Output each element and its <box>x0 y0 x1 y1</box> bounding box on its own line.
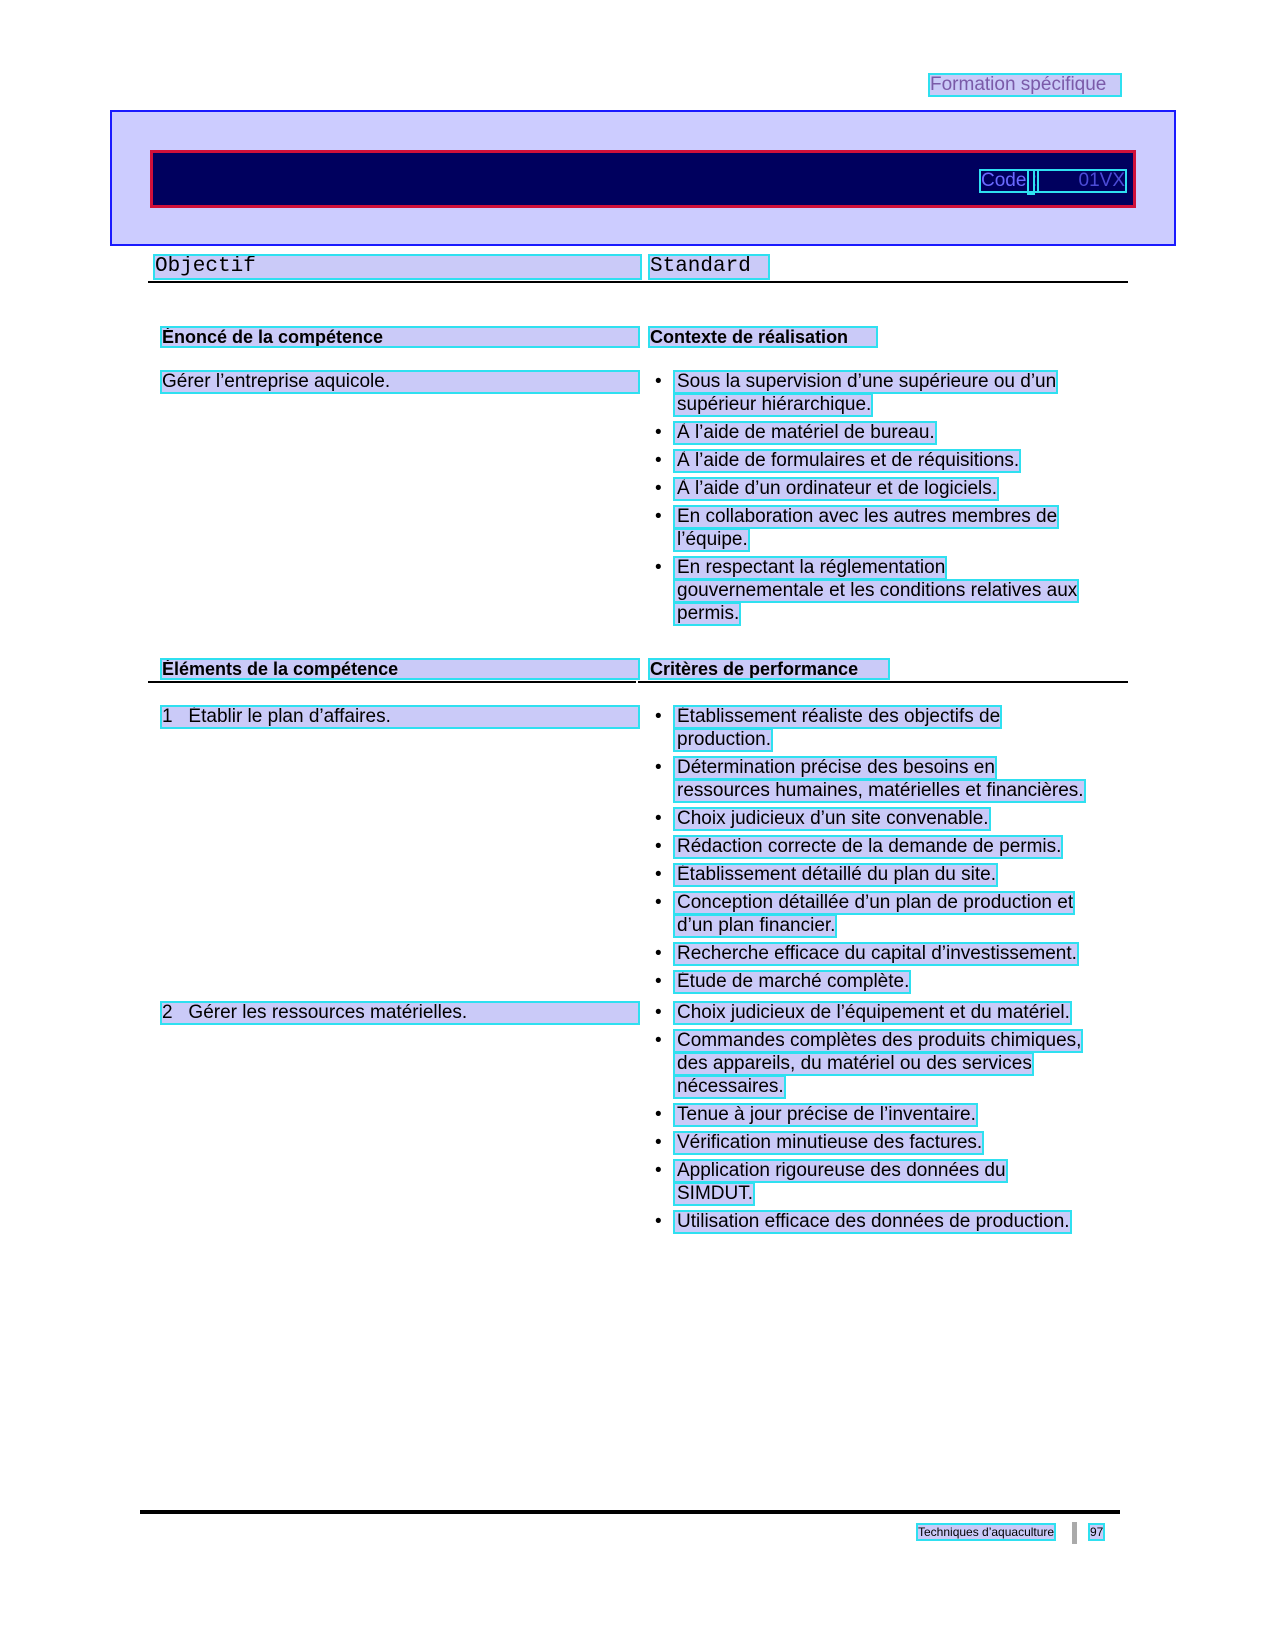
bullet-item <box>655 944 1084 964</box>
bullet-item <box>655 707 1084 750</box>
bullet-text: Choix judicieux de l’équipement et du matériel. <box>677 1002 1070 1023</box>
bullet-icon: • <box>655 864 662 885</box>
element-label: Gérer les ressources matérielles. <box>188 1002 468 1023</box>
elements-rule-right <box>638 681 1128 683</box>
bullet-item <box>655 558 1077 624</box>
bullet-item <box>655 837 1084 857</box>
element-number: 1 <box>162 706 173 727</box>
bullet-icon: • <box>655 450 662 471</box>
bullet-item <box>655 972 1084 992</box>
bullet-text: Tenue à jour précise de l’inventaire. <box>677 1104 976 1125</box>
bullet-icon: • <box>655 757 662 778</box>
bullet-text: À l’aide de matériel de bureau. <box>677 422 935 443</box>
bullet-text: d’un plan financier. <box>677 915 836 936</box>
bullet-icon: • <box>655 478 662 499</box>
element-number: 2 <box>162 1002 173 1023</box>
bullet-item <box>655 507 1077 550</box>
footer-page-number: 97 <box>1090 1525 1104 1539</box>
bullet-icon: • <box>655 943 662 964</box>
bullet-text: production. <box>677 729 772 750</box>
bullet-text: En collaboration avec les autres membres de <box>677 506 1058 527</box>
bullet-text: nécessaires. <box>677 1076 784 1097</box>
criteria-list-1 <box>655 707 1084 1000</box>
bullet-text: des appareils, du matériel ou des services <box>677 1053 1032 1074</box>
bullet-text: Établissement réaliste des objectifs de <box>677 706 1001 727</box>
statement-heading: Énoncé de la compétence <box>162 328 638 346</box>
bullet-icon: • <box>655 1160 662 1181</box>
bullet-text: gouvernementale et les conditions relatives aux <box>677 580 1078 601</box>
bullet-icon: • <box>655 836 662 857</box>
element-2 <box>162 1003 638 1023</box>
bullet-icon: • <box>655 557 662 578</box>
code-value: 01VX <box>1035 171 1125 191</box>
bullet-text: permis. <box>677 603 740 624</box>
bullet-item <box>655 1133 1081 1153</box>
bullet-text: Sous la supervision d’une supérieure ou d’un <box>677 371 1057 392</box>
bullet-icon: • <box>655 1132 662 1153</box>
bullet-item <box>655 1031 1081 1097</box>
bullet-icon: • <box>655 1211 662 1232</box>
bullet-item <box>655 865 1084 885</box>
bullet-icon: • <box>655 506 662 527</box>
element-label: Établir le plan d’affaires. <box>188 706 391 727</box>
bullet-text: Utilisation efficace des données de production. <box>677 1211 1070 1232</box>
standard-heading: Standard <box>650 256 768 278</box>
bullet-text: Commandes complètes des produits chimiques, <box>677 1030 1082 1051</box>
bullet-icon: • <box>655 1002 662 1023</box>
bullet-item <box>655 1105 1081 1125</box>
bullet-item <box>655 451 1077 471</box>
elements-rule-left <box>148 681 636 683</box>
bullet-text: En respectant la réglementation <box>677 557 946 578</box>
competence-statement: Gérer l’entreprise aquicole. <box>162 372 638 392</box>
bullet-icon: • <box>655 371 662 392</box>
bullet-item <box>655 809 1084 829</box>
bullet-text: Vérification minutieuse des factures. <box>677 1132 983 1153</box>
element-1 <box>162 707 638 727</box>
context-heading: Contexte de réalisation <box>650 328 876 346</box>
criteria-list-2 <box>655 1003 1081 1240</box>
bullet-icon: • <box>655 1104 662 1125</box>
code-band <box>110 110 1176 246</box>
bullet-text: Détermination précise des besoins en <box>677 757 995 778</box>
bullet-icon: • <box>655 706 662 727</box>
footer-rule <box>140 1510 1120 1514</box>
bullet-text: À l’aide d’un ordinateur et de logiciels. <box>677 478 998 499</box>
bullet-item <box>655 423 1077 443</box>
bullet-item <box>655 1003 1081 1023</box>
bullet-icon: • <box>655 892 662 913</box>
bullet-icon: • <box>655 1030 662 1051</box>
bullet-icon: • <box>655 422 662 443</box>
bullet-text: À l’aide de formulaires et de réquisitions. <box>677 450 1020 471</box>
context-list <box>655 372 1077 632</box>
bullet-text: Établissement détaillé du plan du site. <box>677 864 996 885</box>
criteria-heading: Critères de performance <box>650 660 888 678</box>
bullet-item <box>655 479 1077 499</box>
bullet-text: Étude de marché complète. <box>677 971 910 992</box>
bullet-text: Choix judicieux d’un site convenable. <box>677 808 989 829</box>
footer-divider <box>1072 1522 1077 1544</box>
bullet-text: Recherche efficace du capital d’investissement. <box>677 943 1077 964</box>
code-separator <box>1029 171 1033 193</box>
top-rule <box>148 281 1128 283</box>
bullet-icon: • <box>655 808 662 829</box>
bullet-item <box>655 1212 1081 1232</box>
bullet-text: Application rigoureuse des données du <box>677 1160 1006 1181</box>
bullet-text: Rédaction correcte de la demande de permis. <box>677 836 1062 857</box>
bullet-item <box>655 893 1084 936</box>
bullet-item <box>655 1161 1081 1204</box>
code-bar <box>150 150 1136 208</box>
objective-heading: Objectif <box>155 256 640 278</box>
bullet-icon: • <box>655 971 662 992</box>
header-label: Formation spécifique <box>930 75 1120 95</box>
bullet-text: l’équipe. <box>677 529 748 550</box>
bullet-item <box>655 758 1084 801</box>
bullet-text: SIMDUT. <box>677 1183 753 1204</box>
code-label: Code : <box>981 170 1037 191</box>
bullet-item <box>655 372 1077 415</box>
bullet-text: ressources humaines, matérielles et financières. <box>677 780 1084 801</box>
bullet-text: Conception détaillée d’un plan de production et <box>677 892 1074 913</box>
bullet-text: supérieur hiérarchique. <box>677 394 872 415</box>
elements-heading: Éléments de la compétence <box>162 660 638 678</box>
footer-program: Techniques d’aquaculture <box>918 1525 1055 1539</box>
